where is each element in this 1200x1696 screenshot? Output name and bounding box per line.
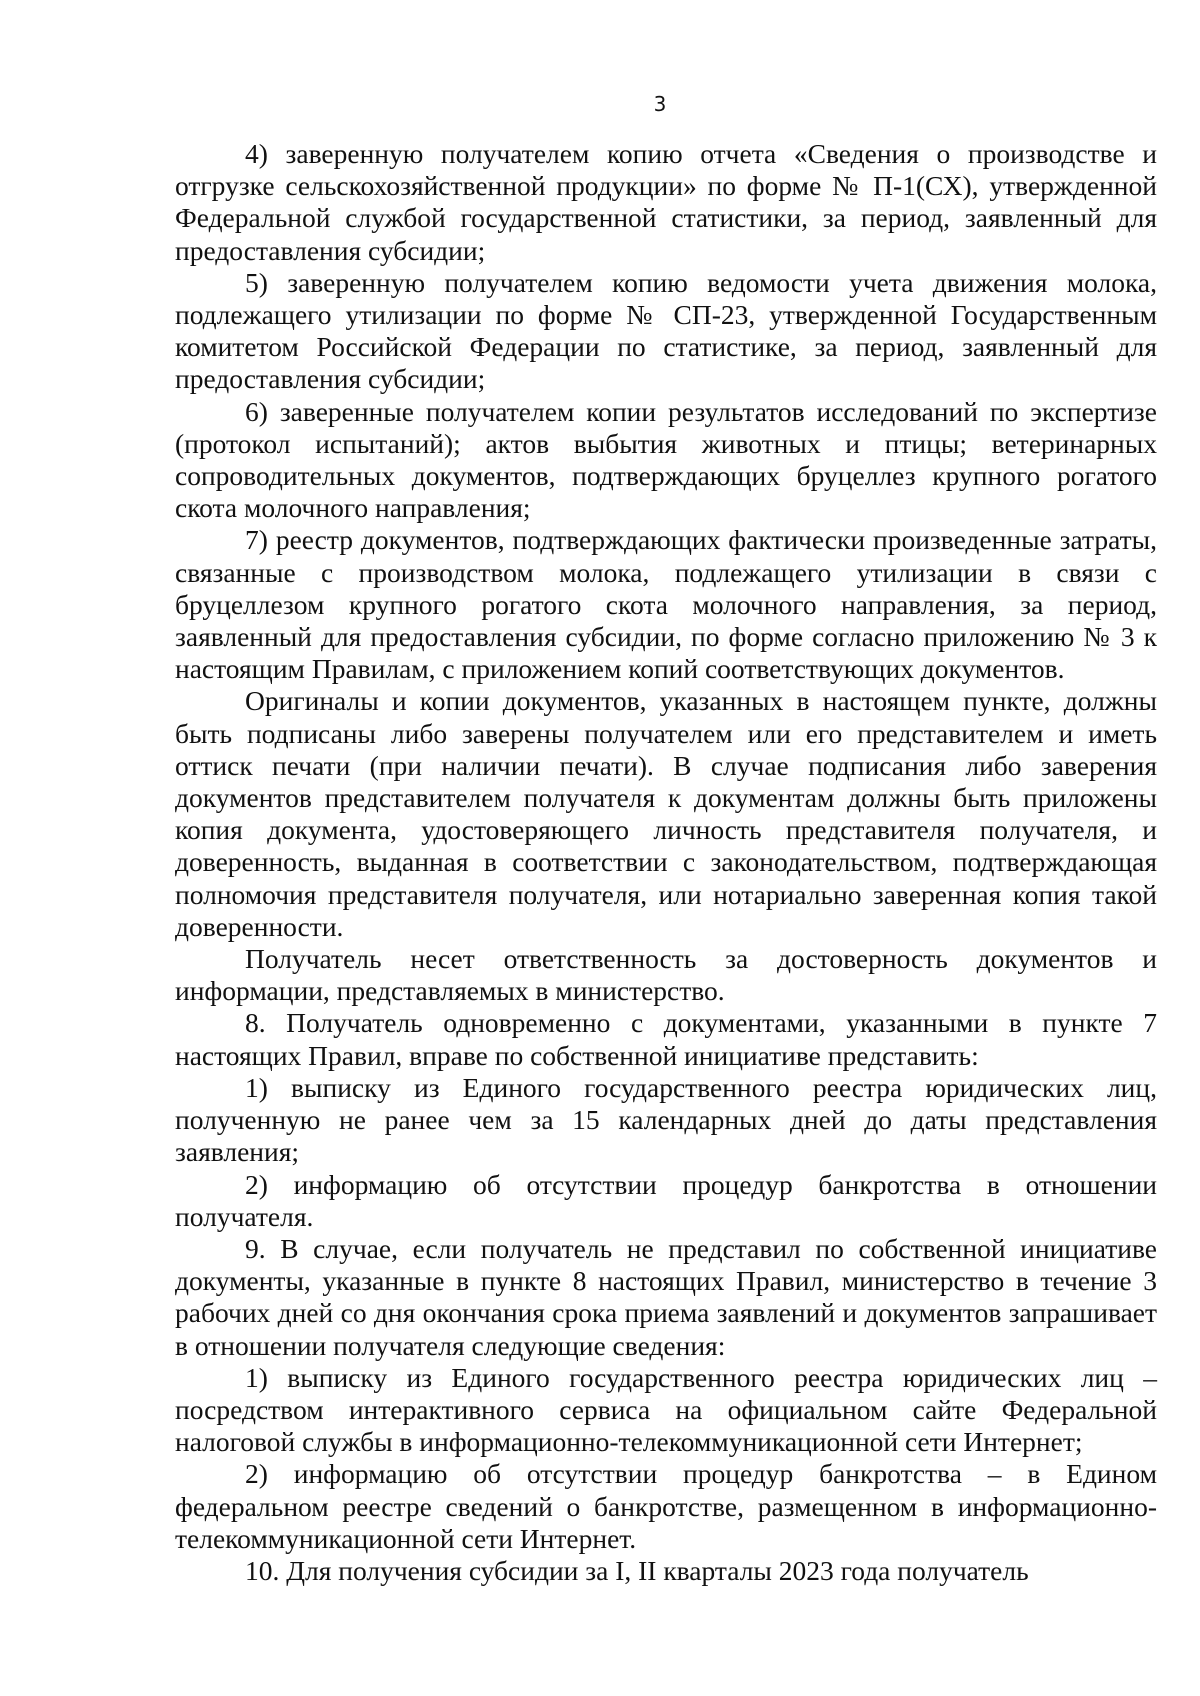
- paragraph-item-5: 5) заверенную получателем копию ведомости учета движения молока, подлежащего утилизации по форме № СП-23, утвержденной Государственным комитетом Российской Федерации по статистике, за период, заявленный для предоставления субсидии;: [175, 266, 1157, 395]
- paragraph-item-4: 4) заверенную получателем копию отчета «Сведения о производстве и отгрузке сельскохозяйственной продукции» по форме № П-1(СХ), утвержденной Федеральной службой государственной статистики, за период, заявленный для предоставления субсидии;: [175, 138, 1157, 266]
- page-number: 3: [653, 92, 667, 116]
- paragraph-clause-9-item-2: 2) информацию об отсутствии процедур банкротства – в Едином федеральном реестре сведений о банкротстве, размещенном в информационно-телекоммуникационной сети Интернет.: [175, 1458, 1157, 1554]
- paragraph-clause-8: 8. Получатель одновременно с документами, указанными в пункте 7 настоящих Правил, вправе по собственной инициативе представить:: [175, 1007, 1157, 1071]
- paragraph-clause-9: 9. В случае, если получатель не представил по собственной инициативе документы, указанные в пункте 8 настоящих Правил, министерство в течение 3 рабочих дней со дня окончания срока приема заявлений и документов запрашивает в отношении получателя следующие сведения:: [175, 1232, 1157, 1361]
- paragraph-item-6: 6) заверенные получателем копии результатов исследований по экспертизе (протокол испытаний); актов выбытия животных и птицы; ветеринарных сопроводительных документов, подтверждающих бруцеллез крупного рогатого скота молочного направления;: [175, 395, 1157, 524]
- paragraph-responsibility: Получатель несет ответственность за достоверность документов и информации, представляемых в министерство.: [175, 943, 1157, 1007]
- paragraph-item-7: 7) реестр документов, подтверждающих фактически произведенные затраты, связанные с производством молока, подлежащего утилизации в связи с бруцеллезом крупного рогатого скота молочного направления, за период, заявленный для предоставления субсидии, по форме согласно приложению № 3 к настоящим Правилам, с приложением копий соответствующих документов.: [175, 524, 1157, 685]
- paragraph-clause-8-item-1: 1) выписку из Единого государственного реестра юридических лиц, полученную не ранее чем за 15 календарных дней до даты представления заявления;: [175, 1071, 1157, 1168]
- paragraph-clause-9-item-1: 1) выписку из Единого государственного реестра юридических лиц – посредством интерактивного сервиса на официальном сайте Федеральной налоговой службы в информационно-телекоммуникационной сети Интернет;: [175, 1361, 1157, 1458]
- document-body: [175, 138, 1157, 1587]
- paragraph-clause-8-item-2: 2) информацию об отсутствии процедур банкротства в отношении получателя.: [175, 1168, 1157, 1232]
- paragraph-clause-10: 10. Для получения субсидии за I, II кварталы 2023 года получатель: [245, 1554, 1029, 1586]
- paragraph-originals: Оригиналы и копии документов, указанных в настоящем пункте, должны быть подписаны либо заверены получателем или его представителем и иметь оттиск печати (при наличии печати). В случае подписания либо заверения документов представителем получателя к документам должны быть приложены копия документа, удостоверяющего личность представителя получателя, и доверенность, выданная в соответствии с законодательством, подтверждающая полномочия представителя получателя, или нотариально заверенная копия такой доверенности.: [175, 685, 1157, 942]
